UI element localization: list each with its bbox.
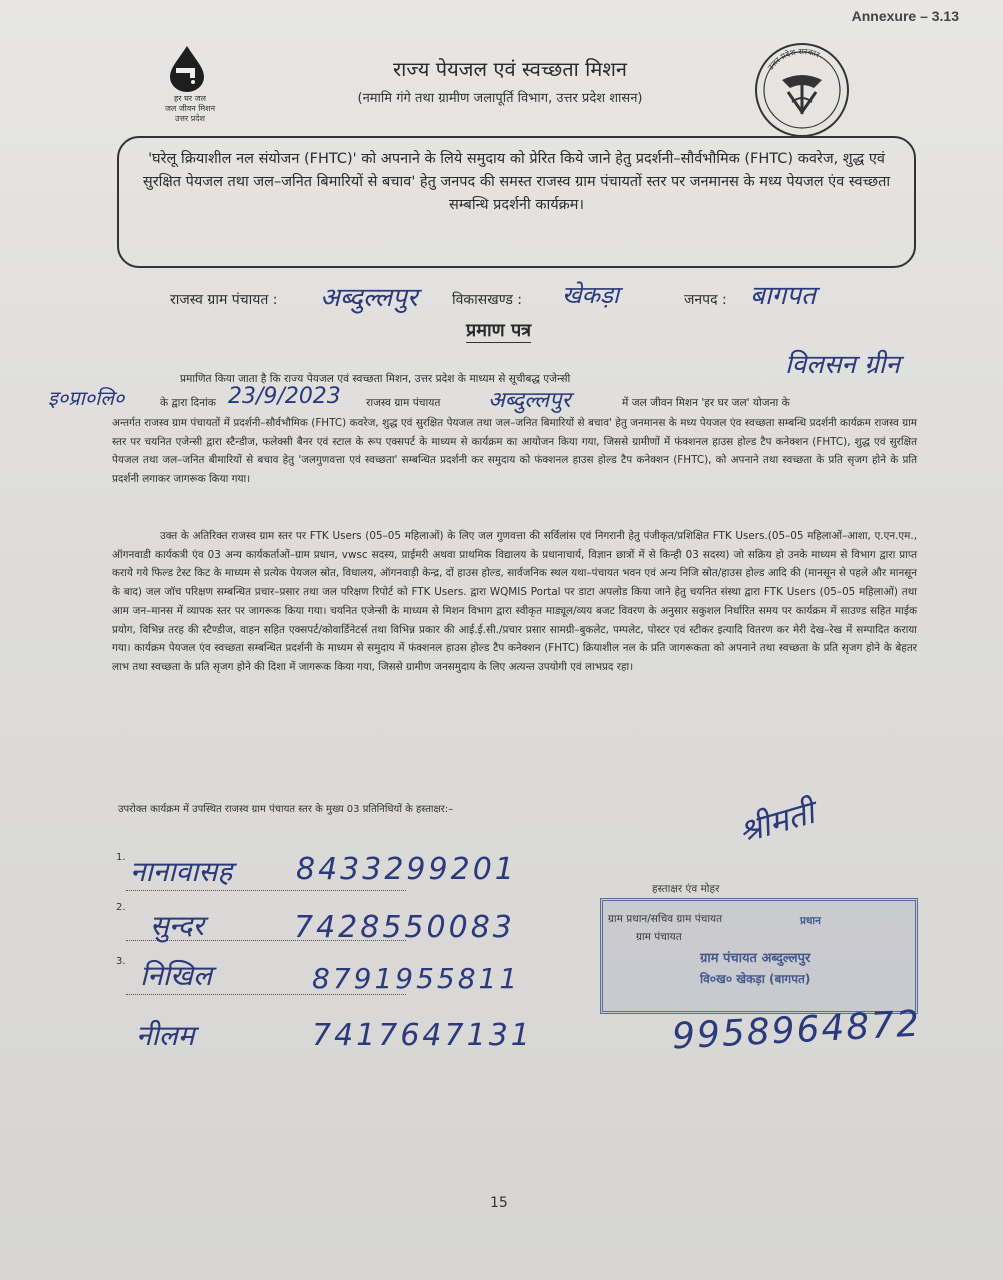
stamp-line-3: वि०ख० खेकड़ा (बागपत) xyxy=(700,972,811,986)
svg-text:उत्तर प्रदेश सरकार xyxy=(766,47,822,72)
panchayat-label: राजस्व ग्राम पंचायत : xyxy=(170,292,278,308)
rep-name: नीलम xyxy=(136,1019,195,1052)
rep-phone: 8433299201 xyxy=(296,852,517,887)
stamp-line-2: ग्राम पंचायत अब्दुल्लपुर xyxy=(700,951,811,966)
para1-line1: प्रमाणित किया जाता है कि राज्य पेयजल एवं स्वच्छता मिशन, उत्तर प्रदेश के माध्यम से सूचीबद्ध एजेन्सी xyxy=(180,373,571,385)
rep-name: नानावासह xyxy=(130,855,233,888)
panchayat-inline: अब्दुल्लपुर xyxy=(488,388,571,413)
representatives-note: उपरोक्त कार्यक्रम में उपस्थित राजस्व ग्राम पंचायत स्तर के मुख्य 03 प्रतिनिधियों के हस्ताक्षर:– xyxy=(118,804,454,815)
para1-text: अन्तर्गत राजस्व ग्राम पंचायतों में प्रदर्शनी–सौर्वभौमिक (FHTC) कवरेज, शुद्ध एवं सुरक्षित पेयजल तथा जल–जनित बिमारियों से बचाव' हेतु जनमानस के मध्य पेयजल एंव स्वच्छता सम्बन्धि प्रदर्शनी कार्यक्रम राजस्व ग्राम स्तर पर चयनित एजेन्सी द्वारा स्टैन्डीज, फलेक्सी बैनर एवं स्टाल के रूप एक्सपर्ट के माध्यम से कार्यक्रम का आयोजन किया गया, जिससे ग्रामीणों में फंक्शनल हाउस होल्ड टैप कनेक्शन (FHTC), शुद्ध एवं सुरक्षित पेयजल तथा जल–जनित बीमारियों से बचाव हेतु 'जलगुणवत्ता एवं स्वच्छता' सम्बन्धित प्रदर्शनी कर समुदाय को फंक्शनल हाउस होल्ड टैप कनेक्शन (FHTC), को अपनाने तथा स्वच्छता के प्रति सृजग होने के प्रति प्रदर्शनी लगाकर जागरूक किया गया। xyxy=(112,417,917,486)
pradhan-phone: 9958964872 xyxy=(671,1003,922,1058)
agency-name: विलसन ग्रीन xyxy=(785,350,900,380)
panchayat-value: अब्दुल्लपुर xyxy=(320,283,418,313)
para1-panchayat-label: राजस्व ग्राम पंचायत xyxy=(366,397,441,409)
signature-label: हस्ताक्षर एंव मोहर xyxy=(652,883,720,895)
designation-label: ग्राम प्रधान/सचिव ग्राम पंचायत xyxy=(608,913,723,925)
district-value: बागपत xyxy=(750,281,816,311)
program-title-box xyxy=(117,136,916,268)
rep-number: 3. xyxy=(116,956,126,967)
para2-text: उक्त के अतिरिक्त राजस्व ग्राम स्तर पर FTK Users (05–05 महिलाओं) के लिए जल गुणवत्ता की सर्विलांस एवं निगरानी हेतु पंजीकृत/प्रशिक्षित FTK Users.(05–05 महिलाओं–आशा, ए.एन.एम., ऑगनवाडी कार्यकत्री एंव 03 अन्य कार्यकर्ताओं–ग्राम प्रधान, vwsc सदस्य, प्राईमरी अथवा प्राथमिक विद्यालय के प्रधानाचार्य, विज्ञान छात्रों में से किन्ही 03 सदस्य) जो सक्रिय हो उनके माध्यम से विभाग द्वारा प्राप्त कराये गये फिल्ड टेस्ट किट के माध्यम से प्रत्येक पेयजल स्रोत, विधालय, ऑगनवाड़ी केन्द्र, दों हाउस होल्ड, सार्वजनिक स्थल यथा–पंचायत भवन एवं अन्य निजि स्रोत/हाउस होल्ड आदि की (मानसून से पहले और मानसून के बाद) जल जॉच परिक्षण सम्बन्धित प्रचार–प्रसार तथा जल परिक्षण रिपोर्ट को FTK Users. द्वारा WQMIS Portal पर डाटा अपलोड किया जाने हेतु चयनित संस्था द्वारा FTK Users (05–05 महिलाओं) तथा आम जन–मानस में व्यापक स्तर पर जागरूक किया गया। चयनित एजेन्सी के माध्यम से मिशन विभाग द्वारा स्वीकृत माड्यूल/व्यय बजट विवरण के अनुसार सकुशल निर्धारित समय पर कार्यक्रम में साउण्ड सहित माईक प्रयोग, विभिन्न तरह की स्टैण्डीज, वाहन सहित एक्सपर्ट/कोवार्डिनेटर्स तथा विभिन्न प्रकार की आई.ई.सी./प्रचार प्रसार सामग्री–बुकलेट, पम्पलेट, पोस्टर एवं स्टीकर इत्यादि वितरण कर मेरी देख–रेख में सम्पादित कराया गया। कार्यक्रम पेयजल एंव स्वच्छता सम्बन्धित प्रदर्शनी के माध्यम से समुदाय में फंक्शनल हाउस होल्ड टैप कनेक्शन (FHTC) क्रियाशील नल के प्रति जागरूकता को अपनाने तथा स्वच्छता के प्रति सृजग होने के बेहतर लाभ तथा स्वच्छता के प्रति सृजग होने की दिशा में जागरूक किया गया, जिससे ग्रामीण जनसमुदाय के लिए अत्यन्त उपयोगी एवं लाभप्रद रहा। xyxy=(112,530,917,673)
para1-line2-end: में जल जीवन मिशन 'हर घर जल' योजना के xyxy=(622,397,790,409)
rep-phone: 7417647131 xyxy=(312,1018,533,1053)
agency-suffix: इ०प्रा०लि० xyxy=(48,386,125,410)
block-label: विकासखण्ड : xyxy=(452,292,523,308)
up-government-seal-icon xyxy=(752,40,852,140)
rep-number: 1. xyxy=(116,852,126,863)
program-title-text: 'घरेलू क्रियाशील नल संयोजन (FHTC)' को अपनाने के लिये समुदाय को प्रेरित किये जाने हेतु प्रदर्शनी–सौर्वभौमिक (FHTC) कवरेज, शुद्ध एवं सुरक्षित पेयजल तथा जल–जनित बिमारियों से बचाव' हेतु जनपद की समस्त राजस्व ग्राम पंचायतों स्तर पर जनमानस के मध्य पेयजल एंव स्वच्छता सम्बन्धि प्रदर्शनी कार्यक्रम। xyxy=(142,151,891,213)
para1-body xyxy=(112,414,917,489)
district-label: जनपद : xyxy=(684,292,727,308)
water-drop-icon xyxy=(162,44,212,94)
para2-body xyxy=(112,527,917,677)
rep-number: 2. xyxy=(116,902,126,913)
para1-by-date-label: के द्वारा दिनांक xyxy=(160,397,216,409)
seal-text: उत्तर प्रदेश सरकार xyxy=(765,46,821,72)
block-value: खेकड़ा xyxy=(562,281,620,309)
mission-subtitle: (नमामि गंगे तथा ग्रामीण जलापूर्ति विभाग, उत्तर प्रदेश शासन) xyxy=(357,91,643,106)
stamp-line-1: प्रधान xyxy=(800,915,821,927)
annexure-label: Annexure – 3.13 xyxy=(851,8,959,24)
panchayat-caption: ग्राम पंचायत xyxy=(636,931,682,943)
rep-phone: 8791955811 xyxy=(312,962,521,995)
rep-name: सुन्दर xyxy=(150,909,204,942)
mission-title: राज्य पेयजल एवं स्वच्छता मिशन xyxy=(392,57,628,81)
program-date: 23/9/2023 xyxy=(228,384,341,409)
signature-line xyxy=(126,890,406,891)
logo-caption: हर घर जल जल जीवन मिशन उत्तर प्रदेश xyxy=(164,94,216,123)
rep-phone: 7428550083 xyxy=(294,910,515,945)
pradhan-signature: श्रीमती xyxy=(734,793,819,851)
certificate-heading: प्रमाण पत्र xyxy=(466,320,532,341)
page-number: 15 xyxy=(490,1195,508,1211)
har-ghar-jal-logo xyxy=(150,44,230,134)
rep-name: निखिल xyxy=(140,959,212,992)
